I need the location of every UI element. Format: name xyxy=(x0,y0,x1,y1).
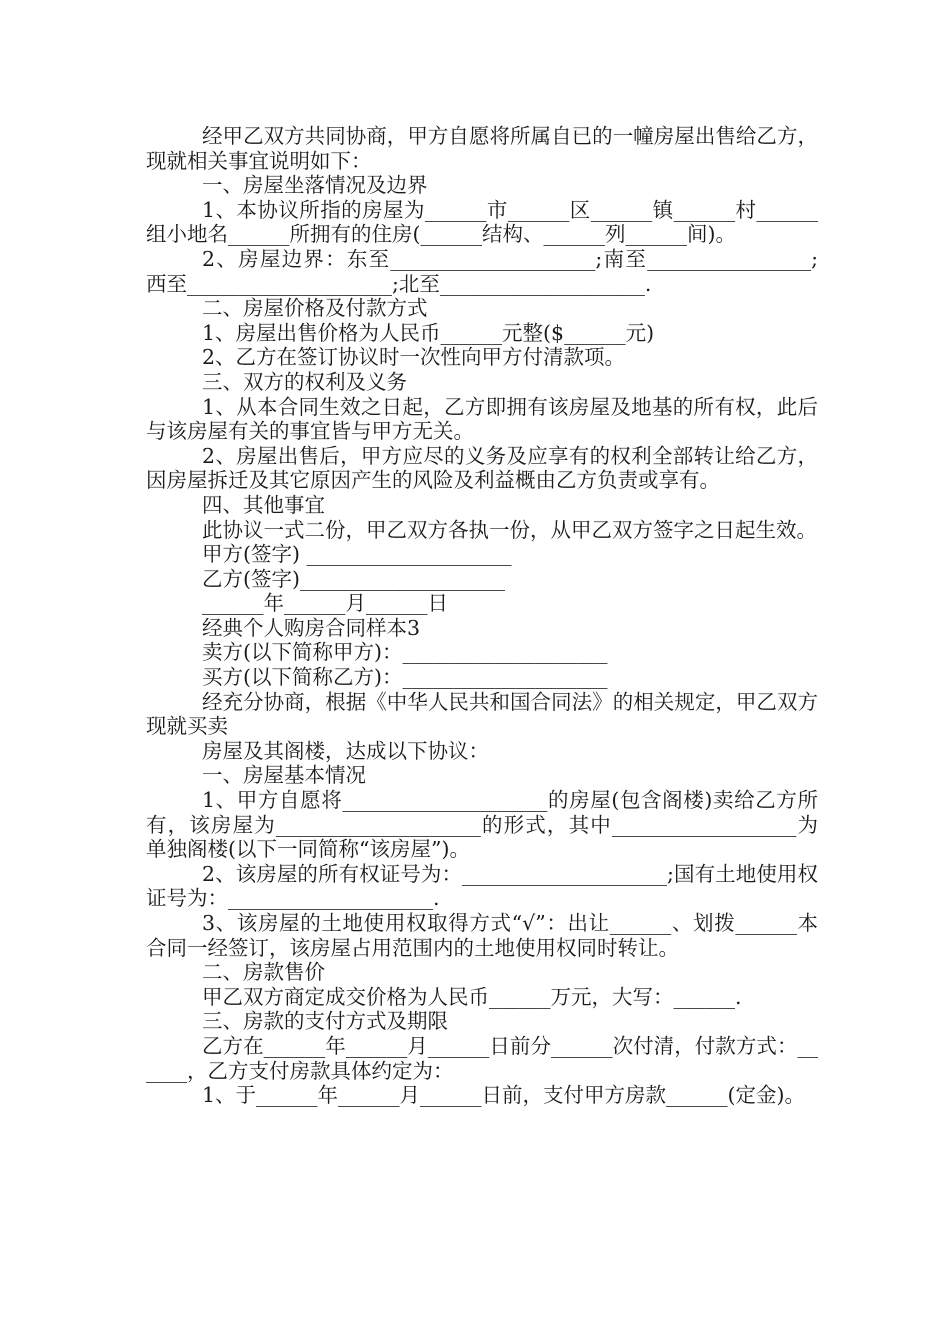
paragraph: 2、房屋边界：东至____________________;南至________________;西至____________________;北至____________________. xyxy=(146,246,818,296)
paragraph: 2、乙方在签订协议时一次性向甲方付清款项。 xyxy=(202,345,626,370)
paragraph: 2、房屋出售后，甲方应尽的义务及应享有的权利全部转让给乙方，因房屋拆迁及其它原因产生的风险及利益概由乙方负责或享有。 xyxy=(146,443,818,493)
paragraph: 1、房屋出售价格为人民币______元整($______元) xyxy=(202,320,655,345)
paragraph: 1、本协议所指的房屋为______市______区______镇______村______组小地名______所拥有的住房(______结构、______列______间)。 xyxy=(146,197,818,247)
paragraph: 2、该房屋的所有权证号为：____________________;国有土地使用权证号为：____________________. xyxy=(146,861,818,911)
paragraph: 1、从本合同生效之日起，乙方即拥有该房屋及地基的所有权，此后与该房屋有关的事宜皆与甲方无关。 xyxy=(146,394,818,444)
paragraph: ______年______月______日 xyxy=(202,591,448,616)
paragraph: 经甲乙双方共同协商，甲方自愿将所属自已的一幢房屋出售给乙方，现就相关事宜说明如下： xyxy=(146,124,818,173)
document-page xyxy=(146,124,818,1108)
paragraph: 经充分协商，根据《中华人民共和国合同法》的相关规定，甲乙双方现就买卖 xyxy=(146,689,818,739)
paragraph: 四、其他事宜 xyxy=(202,492,325,517)
paragraph: 乙方在______年______月______日前分______次付清，付款方式：______，乙方支付房款具体约定为： xyxy=(146,1033,818,1083)
paragraph: 二、房屋价格及付款方式 xyxy=(202,296,428,321)
paragraph: 三、双方的权利及义务 xyxy=(202,369,407,394)
paragraph: 一、房屋坐落情况及边界 xyxy=(202,173,428,198)
paragraph: 此协议一式二份，甲乙双方各执一份，从甲乙双方签字之日起生效。 xyxy=(202,517,817,542)
paragraph: 房屋及其阁楼，达成以下协议： xyxy=(202,738,489,763)
paragraph: 甲方(签字) ____________________ xyxy=(202,542,512,567)
paragraph: 甲乙双方商定成交价格为人民币______万元，大写：______. xyxy=(202,984,742,1009)
paragraph: 经典个人购房合同样本3 xyxy=(202,615,421,640)
paragraph: 二、房款售价 xyxy=(202,960,325,985)
paragraph: 买方(以下简称乙方)：____________________ xyxy=(202,665,608,690)
paragraph: 1、于______年______月______日前，支付甲方房款______(定金)。 xyxy=(202,1083,806,1108)
paragraph: 三、房款的支付方式及期限 xyxy=(202,1009,448,1034)
paragraph: 乙方(签字)____________________ xyxy=(202,566,505,591)
paragraph: 卖方(以下简称甲方)：____________________ xyxy=(202,640,608,665)
paragraph: 1、甲方自愿将____________________的房屋(包含阁楼)卖给乙方所有，该房屋为____________________的形式，其中__________________为单独阁楼(以下一同简称“该房屋”)。 xyxy=(146,788,818,862)
paragraph: 3、该房屋的土地使用权取得方式“√”：出让______、划拨______本合同一经签订，该房屋占用范围内的土地使用权同时转让。 xyxy=(146,911,818,960)
paragraph: 一、房屋基本情况 xyxy=(202,763,366,788)
